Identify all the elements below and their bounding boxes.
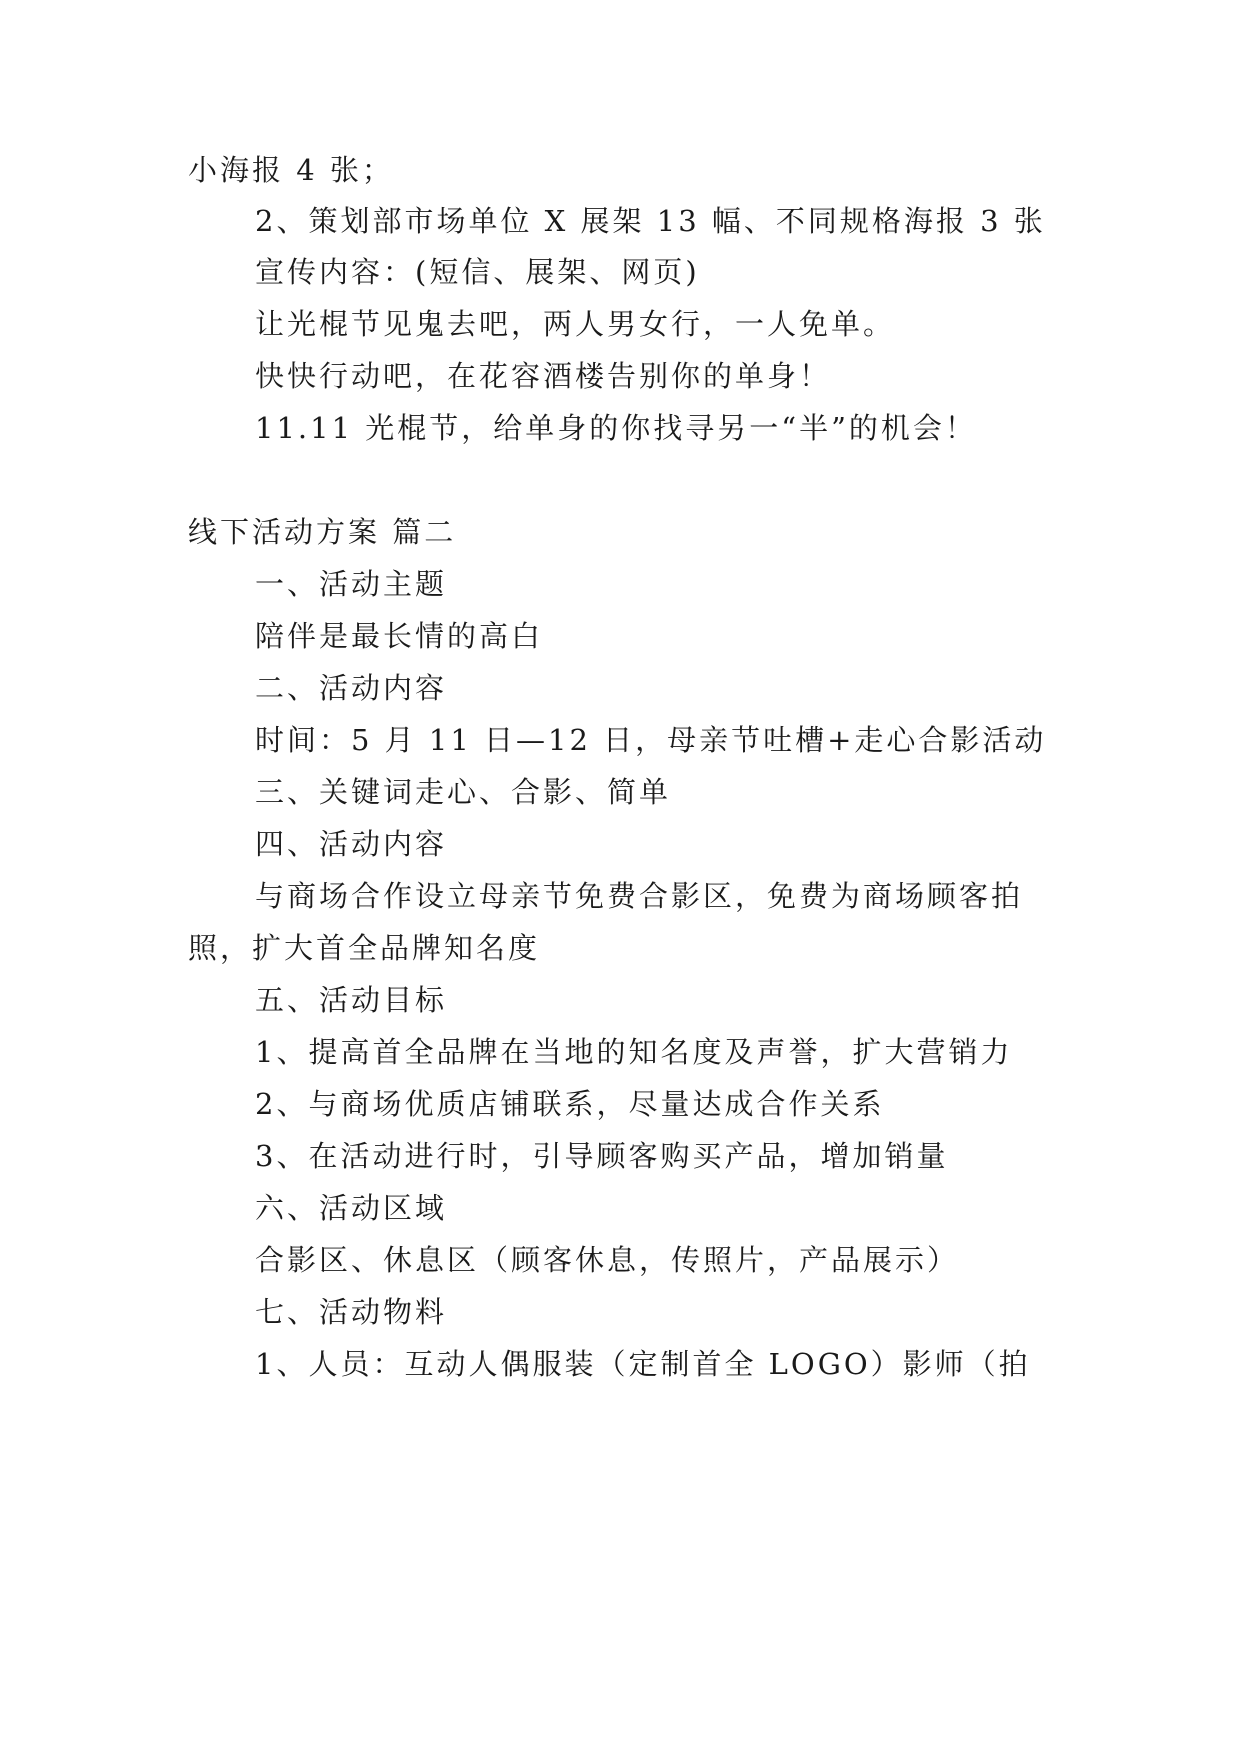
- text-line: 小海报 4 张；: [188, 153, 394, 187]
- text-line: 四、活动内容: [255, 827, 448, 861]
- text-line: 让光棍节见鬼去吧，两人男女行，一人免单。: [255, 307, 896, 341]
- text-line: 11.11 光棍节，给单身的你找寻另一“半”的机会！: [255, 411, 977, 445]
- text-line: 2、与商场优质店铺联系，尽量达成合作关系: [255, 1087, 885, 1121]
- text-line: 宣传内容：(短信、展架、网页): [255, 255, 700, 289]
- text-line: 与商场合作设立母亲节免费合影区，免费为商场顾客拍: [255, 879, 1024, 913]
- text-line: 时间：5 月 11 日—12 日，母亲节吐槽+走心合影活动: [255, 723, 1047, 757]
- section-heading: 线下活动方案 篇二: [188, 515, 457, 549]
- text-line: 三、关键词走心、合影、简单: [255, 775, 672, 809]
- text-line: 1、提高首全品牌在当地的知名度及声誉，扩大营销力: [255, 1035, 1013, 1069]
- text-line: 1、人员：互动人偶服装（定制首全 LOGO）影师（拍: [255, 1347, 1031, 1381]
- text-line: 2、策划部市场单位 X 展架 13 幅、不同规格海报 3 张: [255, 204, 1046, 238]
- text-line: 二、活动内容: [255, 671, 448, 705]
- text-line: 六、活动区域: [255, 1191, 448, 1225]
- text-line: 快快行动吧，在花容酒楼告别你的单身！: [255, 359, 832, 393]
- text-line: 3、在活动进行时，引导顾客购买产品，增加销量: [255, 1139, 949, 1173]
- text-line: 合影区、休息区（顾客休息，传照片，产品展示）: [255, 1243, 960, 1277]
- text-line: 七、活动物料: [255, 1295, 448, 1329]
- text-line: 照，扩大首全品牌知名度: [188, 931, 541, 965]
- text-line: 陪伴是最长情的高白: [255, 619, 544, 653]
- text-line: 一、活动主题: [255, 567, 448, 601]
- text-line: 五、活动目标: [255, 983, 448, 1017]
